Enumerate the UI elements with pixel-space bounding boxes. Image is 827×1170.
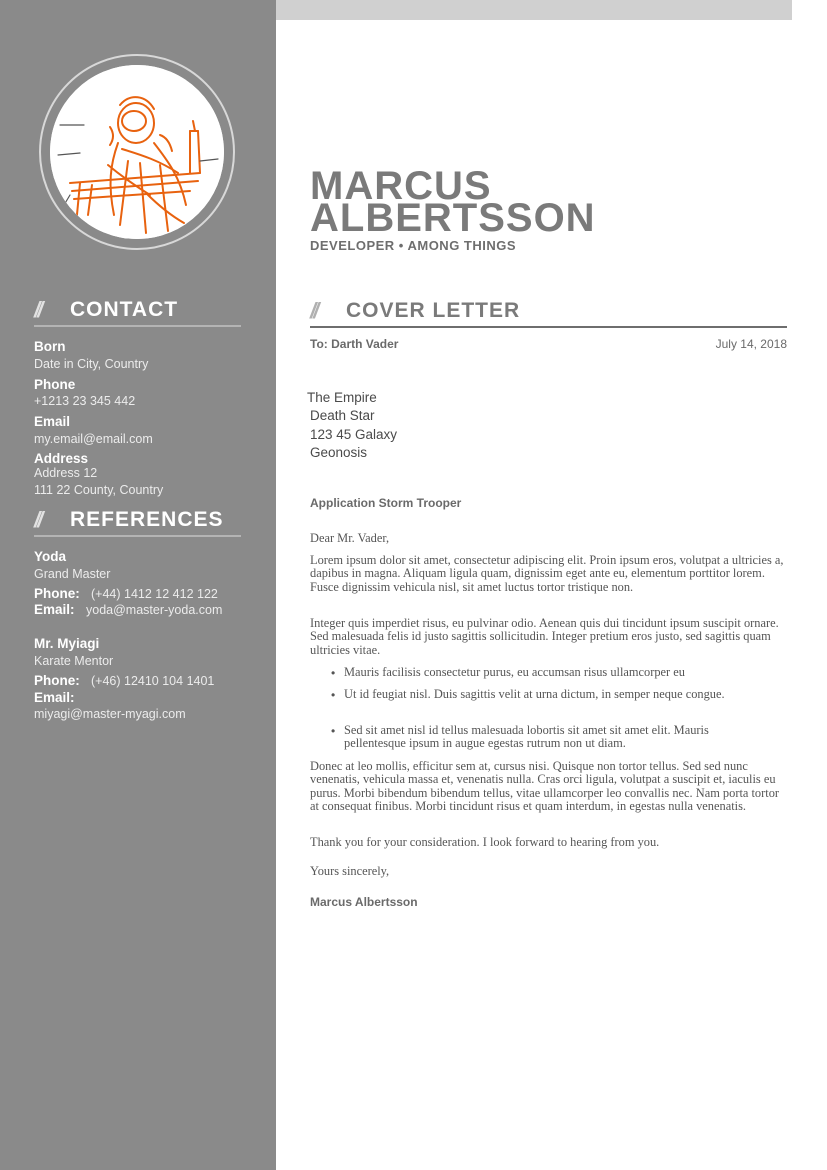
reference-phone: (+44) 1412 12 412 122: [91, 587, 218, 601]
reference-email-label: Email:: [34, 602, 75, 617]
reference-name: Mr. Myiagi: [34, 636, 100, 651]
contact-heading-title: CONTACT: [70, 298, 179, 321]
reference-title: Karate Mentor: [34, 654, 114, 668]
name-first: MARCUS: [310, 164, 492, 208]
signature: Marcus Albertsson: [310, 895, 418, 909]
bullet-dot-icon: •: [331, 666, 336, 680]
letter-subject: Application Storm Trooper: [310, 496, 462, 510]
bullet-dot-icon: •: [331, 724, 336, 738]
list-item: Sed sit amet nisl id tellus malesuada lobortis sit amet sit amet elit. Mauris pellentesque ipsum in augue egestas rutrum non ut diam.: [344, 723, 709, 751]
double-slash-icon: //: [34, 297, 41, 322]
double-slash-icon: //: [310, 298, 317, 323]
tagline: DEVELOPER • AMONG THINGS: [310, 238, 517, 253]
list-item: Ut id feugiat nisl. Duis sagittis velit at urna dictum, in semper neque congue.: [344, 687, 725, 701]
address-label: Address: [34, 451, 89, 466]
phone-value: +1213 23 345 442: [34, 394, 136, 408]
top-accent-bar: [276, 0, 792, 20]
phone-label: Phone: [34, 377, 76, 392]
references-heading: [34, 507, 241, 537]
cover-letter-heading: [310, 298, 787, 328]
reference-email[interactable]: yoda@master-yoda.com: [86, 603, 223, 617]
email-label: Email: [34, 414, 71, 429]
paragraph: Integer quis imperdiet risus, eu pulvinar odio. Aenean quis dui tincidunt ipsum suscipit ornare. Sed malesuada felis id justo sagittis sollicitudin. Integer pretium eros justo, sed sagittis quam ultricies vitae.: [310, 616, 779, 657]
closing: Yours sincerely,: [310, 864, 390, 878]
greeting: Dear Mr. Vader,: [310, 531, 390, 545]
name-last: ALBERTSSON: [310, 196, 596, 240]
references-heading-title: REFERENCES: [70, 508, 224, 531]
reference-phone: (+46) 12410 104 1401: [91, 674, 215, 688]
paragraph: Thank you for your consideration. I look forward to hearing from you.: [310, 835, 660, 849]
avatar: [39, 54, 235, 250]
sidebar: [0, 0, 276, 1170]
letter-date: July 14, 2018: [715, 337, 787, 351]
address-line: Geonosis: [310, 445, 368, 460]
email-value[interactable]: my.email@email.com: [34, 432, 153, 446]
born-value: Date in City, Country: [34, 357, 149, 371]
avatar-sketch: [50, 65, 224, 239]
contact-heading: [34, 297, 241, 327]
reference-phone-label: Phone:: [34, 673, 80, 688]
reference-name: Yoda: [34, 549, 67, 564]
bullet-dot-icon: •: [331, 688, 336, 702]
address-line: Death Star: [310, 408, 375, 423]
paragraph: Lorem ipsum dolor sit amet, consectetur adipiscing elit. Proin ipsum eros, volutpat a ultricies a, dapibus in magna. Aliquam ligula quam, dignissim eget ante eu, elementum porttitor lorem. Fusce dignissim vehicula nisl, sit amet luctus tortor tristique non.: [310, 553, 784, 594]
address-line-1: Address 12: [34, 466, 98, 480]
reference-phone-label: Phone:: [34, 586, 80, 601]
double-slash-icon: //: [34, 507, 41, 532]
address-line: 123 45 Galaxy: [310, 427, 398, 442]
recipient: To: Darth Vader: [310, 337, 399, 351]
born-label: Born: [34, 339, 66, 354]
address-line-2: 111 22 County, Country: [34, 483, 164, 497]
reference-email[interactable]: miyagi@master-myagi.com: [34, 707, 186, 721]
list-item: Mauris facilisis consectetur purus, eu accumsan risus ullamcorper eu: [344, 665, 685, 679]
reference-email-label: Email:: [34, 690, 75, 705]
reference-title: Grand Master: [34, 567, 111, 581]
cover-letter-heading-title: COVER LETTER: [346, 299, 521, 322]
paragraph: Donec at leo mollis, efficitur sem at, cursus nisi. Quisque non tortor tellus. Sed sed nunc venenatis, vehicula massa et, venenatis nulla. Cras orci ligula, volutpat a suscipit et, iaculis eu purus. Morbi bibendum bibendum tellus, vitae ullamcorper leo convallis nec. Nam porta tortor at consequat finibus. Morbi tincidunt risus et quam interdum, in egestas nulla venenatis.: [310, 759, 780, 813]
address-line: The Empire: [307, 390, 377, 405]
